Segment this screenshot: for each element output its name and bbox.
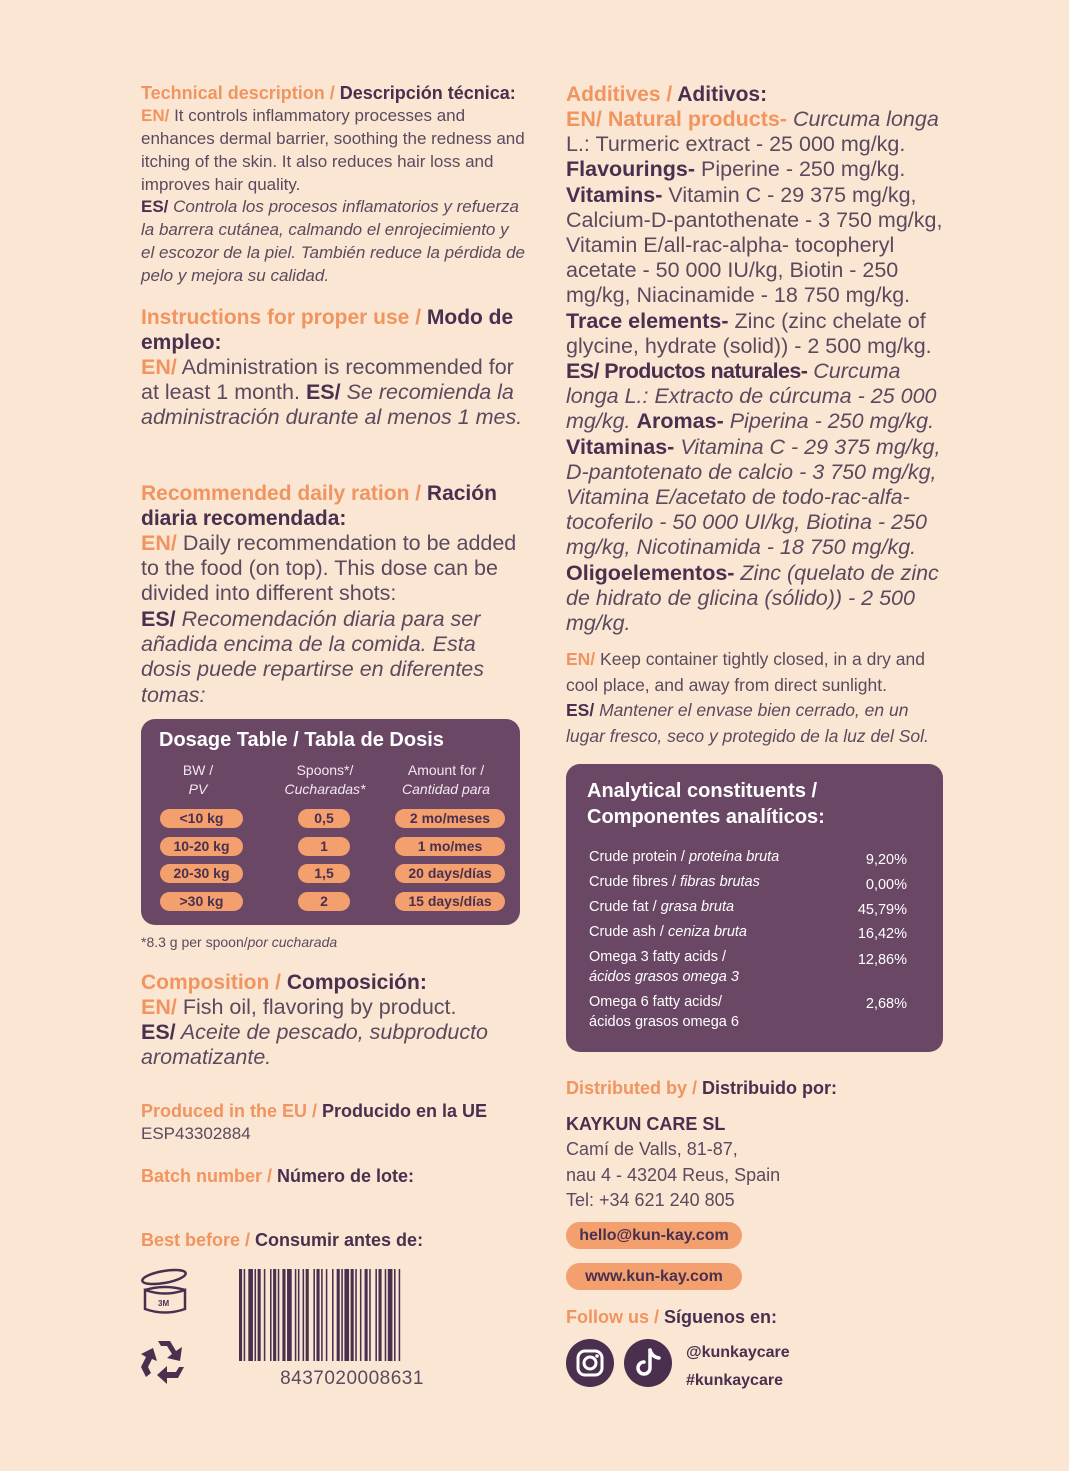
label: Flavourings- [566, 157, 696, 182]
heading-es: Síguenos en: [664, 1307, 778, 1327]
label-en: Crude protein / [589, 849, 689, 865]
label-en: Omega 3 fatty acids / [589, 949, 727, 965]
col-bw-b: PV [188, 781, 208, 797]
es-tag: ES/ Productos naturales- [566, 359, 808, 383]
barcode-bar [255, 1269, 257, 1361]
instructions-heading [141, 305, 526, 355]
barcode-bar [282, 1269, 285, 1361]
composition-heading [141, 970, 526, 995]
heading-en: Batch number / [141, 1166, 278, 1186]
address-line: nau 4 - 43204 Reus, Spain [566, 1164, 781, 1185]
dose-spoons: 0,5 [298, 809, 350, 828]
col-spoons-header [275, 761, 375, 799]
heading-en: Produced in the EU / [141, 1101, 323, 1121]
barcode-bar [379, 1269, 382, 1361]
company-name: KAYKUN CARE SL [566, 1114, 726, 1134]
barcode-bar [326, 1269, 328, 1361]
footnote-en: *8.3 g per spoon/ [141, 934, 248, 950]
analytical-label [589, 897, 734, 917]
text: Vitamin C - 29 375 mg/kg, Calcium-D-pantothenate - 3 750 mg/kg, Vitamin E/all-rac-alpha- tocopheryl acetate - 50 000 IU/kg, Biotin - 250 mg/kg, Niacinamide - 18 750 mg/kg. [566, 182, 943, 308]
dosage-table [141, 719, 520, 925]
heading-es: Ración diaria recomendada: [141, 482, 497, 530]
technical-heading [141, 81, 541, 105]
barcode-bar [313, 1269, 315, 1361]
composition-es-text [141, 1020, 526, 1070]
heading-en: Best before / [141, 1230, 256, 1250]
es-text: Mantener el envase bien cerrado, en un lugar fresco, seco y protegido de la luz del Sol. [566, 700, 929, 746]
social-hashtag[interactable]: #kunkaycare [686, 1372, 783, 1389]
label: Vitaminas- [566, 434, 675, 459]
en-tag: EN/ [141, 531, 177, 555]
ration-heading [141, 481, 526, 531]
dose-amount: 15 days/días [395, 892, 505, 911]
en-tag: EN/ [141, 355, 177, 379]
heading-es: Composición: [286, 971, 427, 994]
dose-spoons: 1 [298, 837, 350, 856]
analytical-label [589, 922, 747, 942]
es-tag: ES/ [141, 607, 176, 631]
heading-es: Consumir antes de: [255, 1230, 424, 1250]
en-text: Fish oil, flavoring by product. [176, 995, 457, 1019]
barcode-bar [399, 1269, 401, 1361]
label: Vitamins- [566, 182, 663, 207]
heading-en: Distributed by / [566, 1078, 703, 1098]
text: L.: Turmeric extract - 25 000 mg/kg. [566, 132, 906, 157]
barcode-bars [238, 1269, 466, 1361]
barcode-bar [388, 1269, 393, 1361]
text: Zinc (zinc chelate of glycine, hydrate (solid)) - 2 500 mg/kg. [566, 308, 932, 358]
dosage-title: Dosage Table / Tabla de Dosis [159, 729, 444, 751]
heading-en: Instructions for proper use / [141, 306, 427, 329]
es-tag: ES/ [141, 1020, 176, 1044]
ration-en-text [141, 531, 526, 607]
label-es: grasa bruta [660, 899, 735, 915]
text: Zinc (quelato de zinc de hidrato de glicina (sólido)) - 2 500 mg/kg. [566, 560, 939, 636]
storage-es-text [566, 698, 951, 749]
heading-en: Recommended daily ration / [141, 482, 427, 505]
title-es: Componentes analíticos: [587, 806, 825, 828]
en-text: It controls inflammatory processes and enhances dermal barrier, soothing the redness and itching of the skin. It also reduces hair loss and improves hair quality. [141, 106, 525, 194]
barcode-bar [365, 1269, 368, 1361]
es-text: Controla los procesos inflamatorios y refuerza la barrera cutánea, calmando el enrojecimiento y el escozor de la piel. También reduce la pérdida de pelo y mejora su calidad. [141, 197, 526, 285]
social-handles [686, 1339, 790, 1395]
es-text: Recomendación diaria para ser añadida encima de la comida. Esta dosis puede repartirse en diferentes tomas: [141, 607, 485, 707]
col-amount-a: Amount for / [407, 762, 485, 778]
col-amount-header [393, 761, 499, 799]
text: Curcuma longa [787, 107, 939, 131]
barcode-bar [264, 1269, 266, 1361]
label: Aromas- [636, 409, 724, 434]
dose-bw: 10-20 kg [160, 837, 243, 856]
en-tag: EN/ [141, 995, 177, 1019]
composition-en-text [141, 995, 526, 1020]
dose-bw: >30 kg [160, 892, 243, 911]
heading-es: Distribuido por: [702, 1078, 837, 1098]
col-bw-header [159, 761, 237, 799]
heading-es: Modo de empleo: [141, 306, 514, 354]
dose-amount: 2 mo/meses [395, 809, 505, 828]
en-text: Daily recommendation to be added to the food (on top). This dose can be divided into different shots: [141, 531, 517, 606]
en-text: Administration is recommended for at least 1 month. [141, 355, 514, 405]
text: Curcuma longa L.: Extracto de cúrcuma - 25 000 mg/kg. [566, 359, 937, 434]
label-en: Crude fat / [589, 899, 661, 915]
heading-es: Descripción técnica: [339, 83, 516, 103]
heading-en: Follow us / [566, 1307, 664, 1327]
barcode-bar [258, 1269, 261, 1361]
company-address [566, 1137, 780, 1214]
analytical-title [587, 778, 825, 830]
es-text: Se recomienda la administración durante al menos 1 mes. [141, 380, 523, 430]
heading-es: Aditivos: [677, 83, 768, 106]
label: Trace elements- [566, 308, 729, 333]
analytical-label [589, 992, 739, 1032]
barcode-bar [321, 1269, 323, 1361]
additives-es-text [566, 359, 951, 636]
dose-spoons: 2 [298, 892, 350, 911]
dosage-footnote [141, 933, 337, 951]
analytical-value: 9,20% [865, 852, 907, 868]
barcode-bar [295, 1269, 297, 1361]
analytical-value: 2,68% [865, 996, 907, 1012]
instructions-text [141, 355, 526, 431]
tiktok-icon[interactable] [624, 1339, 672, 1387]
barcode-bar [337, 1269, 340, 1361]
barcode-bar [394, 1269, 396, 1361]
barcode-bar [244, 1269, 246, 1361]
batch-heading [141, 1164, 414, 1188]
label-en: Crude fibres / [589, 874, 681, 890]
text: Vitamina C - 29 375 mg/kg, D-pantotenato de calcio - 3 750 mg/kg, Vitamina E/acetato de todo-rac-alfa-tocoferilo - 50 000 UI/kg, Biotina - 250 mg/kg, Nicotinamida - 18 750 mg/kg. [566, 434, 941, 560]
barcode-bar [287, 1269, 292, 1361]
additives-heading [566, 82, 956, 107]
barcode-bar [344, 1269, 349, 1361]
barcode-bar [360, 1269, 362, 1361]
barcode-bar [239, 1269, 242, 1361]
label-es: fibras brutas [680, 874, 760, 890]
barcode-bar [385, 1269, 387, 1361]
label-es: ceniza bruta [668, 924, 747, 940]
barcode [238, 1269, 466, 1361]
heading-es: Número de lote: [277, 1166, 415, 1186]
en-text: Keep container tightly closed, in a dry and cool place, and away from direct sunlight. [566, 649, 925, 695]
website-link[interactable]: www.kun-kay.com [566, 1263, 742, 1290]
pao-label: 3M [158, 1299, 170, 1308]
label-es: ácidos grasos omega 3 [589, 969, 739, 985]
barcode-bar [298, 1269, 300, 1361]
en-tag: EN/ [566, 649, 596, 669]
heading-en: Additives / [566, 83, 678, 106]
producer-code: ESP43302884 [141, 1124, 251, 1143]
barcode-bar [303, 1269, 305, 1361]
jar-pao-icon [140, 1267, 190, 1324]
dose-spoons: 1,5 [298, 864, 350, 883]
address-line: Camí de Valls, 81-87, [566, 1139, 738, 1159]
recycle-icon [140, 1337, 188, 1390]
label: Oligoelementos- [566, 560, 735, 585]
es-tag: ES/ [141, 197, 169, 216]
follow-heading [566, 1305, 777, 1329]
en-tag: EN/ [141, 106, 170, 125]
barcode-number: 8437020008631 [280, 1368, 424, 1389]
analytical-value: 16,42% [857, 926, 907, 942]
dose-bw: <10 kg [160, 809, 243, 828]
es-text: Aceite de pescado, subproducto aromatizante. [141, 1020, 489, 1070]
heading-en: Composition / [141, 971, 287, 994]
additives-en-text [566, 107, 951, 359]
phone: Tel: +34 621 240 805 [566, 1190, 735, 1210]
barcode-bar [270, 1269, 272, 1361]
barcode-bar [369, 1269, 371, 1361]
email-link[interactable]: hello@kun-kay.com [566, 1222, 742, 1249]
col-spoons-a: Spoons*/ [296, 762, 354, 778]
analytical-value: 12,86% [857, 952, 907, 968]
analytical-label [589, 847, 779, 867]
title-en: Analytical constituents / [587, 780, 818, 802]
col-bw-a: BW / [182, 762, 214, 778]
label-en: Crude ash / [589, 924, 668, 940]
analytical-panel [566, 764, 943, 1052]
label-es: ácidos grasos omega 6 [589, 1014, 739, 1030]
col-spoons-b: Cucharadas* [284, 781, 366, 797]
analytical-value: 45,79% [857, 902, 907, 918]
col-amount-b: Cantidad para [402, 781, 490, 797]
dose-amount: 1 mo/mes [395, 837, 505, 856]
barcode-bar [248, 1269, 253, 1361]
label-es: proteína bruta [688, 849, 780, 865]
distributed-heading [566, 1076, 837, 1100]
barcode-bar [317, 1269, 320, 1361]
footnote-es: por cucharada [247, 934, 338, 950]
es-tag: ES/ [305, 380, 341, 405]
en-tag: EN/ Natural products- [566, 107, 787, 131]
instagram-icon[interactable] [566, 1339, 614, 1387]
label-en: Omega 6 fatty acids/ [589, 994, 722, 1010]
analytical-label [589, 947, 739, 987]
social-handle[interactable]: @kunkaycare [686, 1344, 790, 1361]
heading-en: Technical description / [141, 83, 340, 103]
barcode-bar [273, 1269, 276, 1361]
heading-es: Producido en la UE [322, 1101, 488, 1121]
es-tag: ES/ [566, 700, 595, 720]
analytical-label [589, 872, 760, 892]
barcode-bar [355, 1269, 357, 1361]
produced-heading [141, 1099, 487, 1123]
text: Piperina - 250 mg/kg. [723, 409, 935, 434]
ration-es-text [141, 607, 526, 708]
barcode-bar [332, 1269, 334, 1361]
barcode-bar [278, 1269, 280, 1361]
dose-bw: 20-30 kg [160, 864, 243, 883]
barcode-bar [375, 1269, 377, 1361]
technical-en-text [141, 104, 526, 196]
barcode-bar [306, 1269, 309, 1361]
dose-amount: 20 days/días [395, 864, 505, 883]
analytical-value: 0,00% [865, 877, 907, 893]
text: Piperine - 250 mg/kg. [695, 157, 906, 182]
barcode-bar [341, 1269, 343, 1361]
technical-es-text [141, 195, 526, 287]
storage-en-text [566, 647, 951, 698]
best-before-heading [141, 1228, 423, 1252]
barcode-bar [351, 1269, 354, 1361]
